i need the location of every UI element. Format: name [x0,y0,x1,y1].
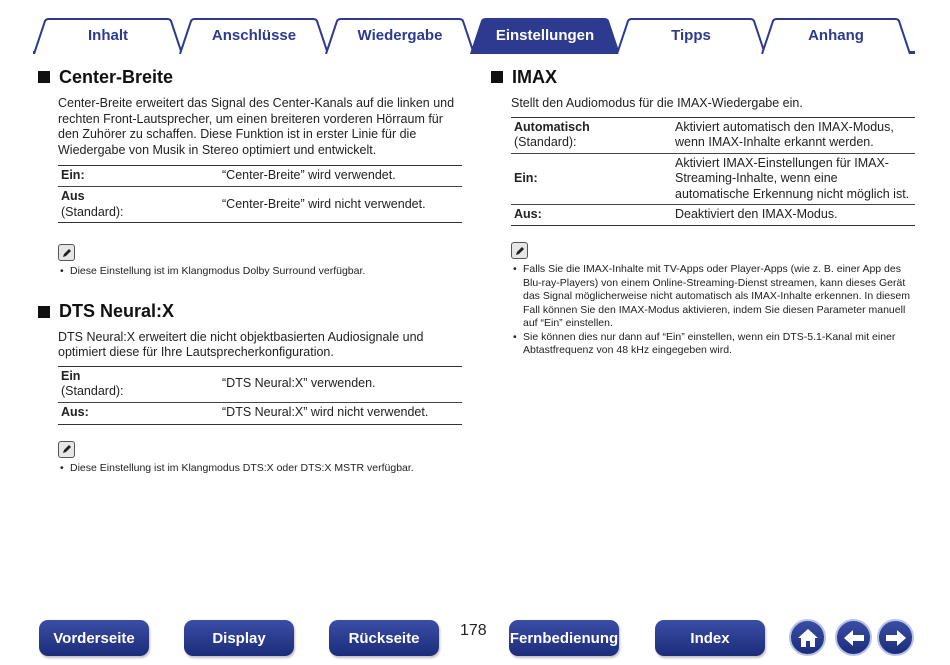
option-key-cell [58,366,219,402]
square-bullet-icon [38,71,50,83]
table-row [511,205,915,226]
tab-label: Inhalt [88,26,128,44]
section-title: Center-Breite [59,66,174,87]
note-item: • Sie können dies nur dann auf “Ein” einstellen, wenn ein DTS-5.1-Kanal mit einer Abtastfrequenz von 48 kHz eingegeben wird. [511,331,915,358]
arrow-right-icon [885,629,907,647]
option-value: “DTS Neural:X” wird nicht verwendet. [219,402,462,424]
option-value: Aktiviert IMAX-Einstellungen für IMAX-Streaming-Inhalte, wenn eine automatische Erkennung nicht möglich ist. [672,153,915,205]
nav-button-display[interactable]: Display [184,620,294,656]
tab-label: Wiedergabe [357,26,443,44]
section-description: Stellt den Audiomodus für die IMAX-Wiedergabe ein. [511,96,803,110]
square-bullet-icon [491,71,503,83]
options-table-center-breite [58,165,462,223]
option-key-cell [511,153,672,205]
section-description: Center-Breite erweitert das Signal des Center-Kanals auf die linken und rechten Front-Lautsprecher, um einen breiteren vorderen Hörraum für den Zuhörer zu schaffen. Diese Funktion ist in erster Linie für die Wiedergabe von Musik in Stereo optimiert und entwickelt. [58,96,455,157]
option-key-sub: (Standard): [61,204,124,219]
nav-button-rueckseite[interactable]: Rückseite [329,620,439,656]
option-value: Deaktiviert den IMAX-Modus. [672,205,915,226]
option-key: Ein: [61,168,85,183]
tab-wiedergabe[interactable] [325,18,475,52]
page-number: 178 [460,622,487,639]
option-key: Aus [61,189,85,203]
option-key-cell [511,205,672,226]
option-value: “DTS Neural:X” verwenden. [219,366,462,402]
tab-label: Einstellungen [495,26,595,44]
right-column [491,64,915,358]
option-key: Automatisch [514,119,590,134]
note-item: • Diese Einstellung ist im Klangmodus Dolby Surround verfügbar. [58,265,462,279]
option-value: “Center-Breite” wird nicht verwendet. [219,187,462,223]
tab-anschluesse[interactable] [179,18,329,52]
tab-label: Anschlüsse [211,26,297,44]
table-row [511,153,915,205]
home-icon [797,628,819,648]
note-item: • Diese Einstellung ist im Klangmodus DTS:X oder DTS:X MSTR verfügbar. [58,462,462,476]
pencil-note-icon [511,242,528,259]
option-key-cell [58,166,219,187]
notes-list [58,462,462,476]
tab-label: Tipps [671,26,711,44]
tab-inhalt[interactable] [33,18,183,52]
option-key: Ein [61,368,81,383]
option-key: Aus: [61,405,89,420]
tab-label: Anhang [808,26,864,44]
note-item: • Falls Sie die IMAX-Inhalte mit TV-Apps oder Player-Apps (wie z. B. einer App des Blu-ray-Players) von einem Online-Streaming-Dienst streamen, kann dieses Gerät das Signal möglicherweise nicht automatisch als IMAX-Inhalte erkennen. In diesem Fall können Sie den IMAX-Modus aktivieren, indem Sie diesen Parameter manuell auf “Ein” einstellen. [511,263,915,331]
option-value: Aktiviert automatisch den IMAX-Modus, wenn IMAX-Inhalte erkannt werden. [672,117,915,153]
tab-bar [33,16,915,54]
option-key-cell [511,117,672,153]
square-bullet-icon [38,306,50,318]
table-row [58,166,462,187]
table-row [58,187,462,223]
table-row [511,117,915,153]
section-heading-dts-neural-x [38,299,462,325]
section-title: DTS Neural:X [59,301,175,321]
nav-button-vorderseite[interactable]: Vorderseite [39,620,149,656]
back-button[interactable] [835,619,872,656]
notes-list [511,263,915,358]
nav-button-index[interactable]: Index [655,620,765,656]
option-value: “Center-Breite” wird verwendet. [219,166,462,187]
option-key-cell [58,187,219,223]
option-key-sub: (Standard): [61,384,124,398]
left-column [38,64,462,475]
section-heading-imax [491,64,915,90]
options-table-imax [511,117,915,227]
option-key: Ein: [514,171,538,185]
tab-tipps[interactable] [616,18,766,52]
notes-list [58,265,462,279]
option-key-cell [58,402,219,424]
options-table-dts-neural-x [58,366,462,425]
tab-anhang[interactable] [761,18,911,52]
section-title: IMAX [512,66,557,87]
arrow-left-icon [843,629,865,647]
option-key-sub: (Standard): [514,135,577,149]
forward-button[interactable] [877,619,914,656]
pencil-note-icon [58,244,75,261]
pencil-note-icon [58,441,75,458]
nav-button-fernbedienung[interactable]: Fernbedienung [509,620,619,656]
home-button[interactable] [789,619,826,656]
table-row [58,402,462,424]
section-description: DTS Neural:X erweitert die nicht objektbasierten Audiosignale und optimiert diese für Ihre Lautsprecherkonfiguration. [58,329,424,359]
tab-einstellungen[interactable] [470,18,620,52]
table-row [58,366,462,402]
section-heading-center-breite [38,64,462,90]
option-key: Aus: [514,207,542,222]
